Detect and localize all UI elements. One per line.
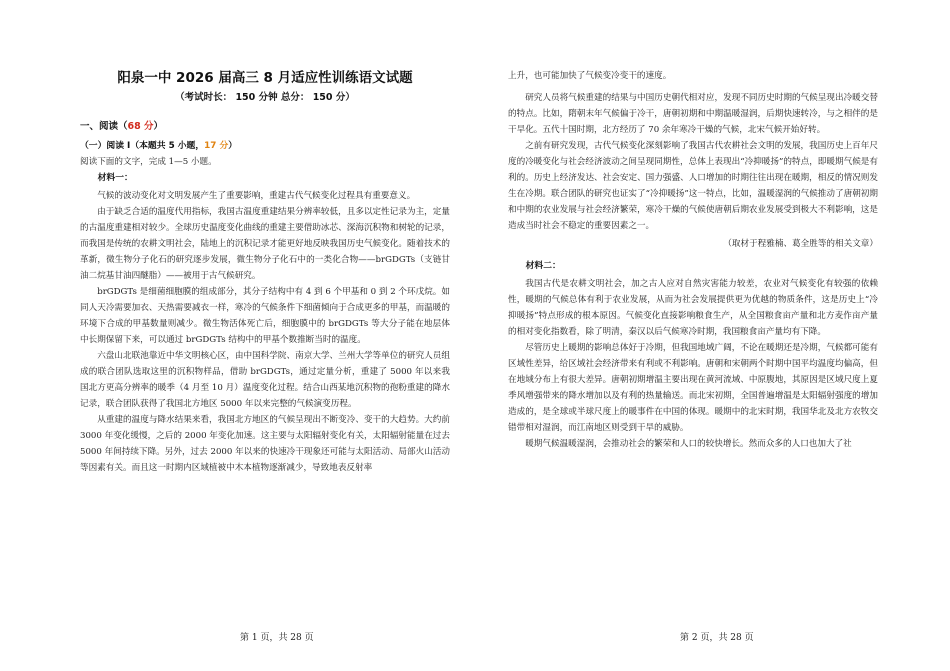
reading-instruction: 阅读下面的文字，完成 1—5 小题。 [80,157,217,167]
left-paragraph: 气候的波动变化对文明发展产生了重要影响，重建古代气候变化过程具有重要意义。 [97,191,416,201]
section-one-score: 68 分 [127,121,154,132]
exam-subtitle: （考试时长： 150 分钟 总分： 150 分） [175,92,355,103]
left-paragraph: 六盘山北联池靠近中华文明核心区，由中国科学院、南京大学、兰州大学等单位的研究人员组成的联合团队选取这里的沉积物样品，借助 brGDGTs，通过定量分析，重建了 5000 年以来我国北方更高分辨率的暖季（4 月至 10 月）温度变化过程。结合山西某地沉积物的孢粉重建的降水记录，联合团队获得了我国北方地区 5000 年以来完整的气候演变历程。 [80,351,450,409]
left-paragraph: 从重建的温度与降水结果来看，我国北方地区的气候呈现出不断变冷、变干的大趋势。大约前 3000 年变化缓慢，之后的 2000 年变化加速。这主要与太阳辐射变化有关，太阳辐射能量在过去 5000 年间持续下降。另外，过去 2000 年以来的快速冷干现象还可能与太阳活动、局部火山活动等因素有关。而且这一时期内区域植被中木本植物逐渐减少，导致地表反射率 [80,415,450,473]
left-paragraph: brGDGTs 是细菌细胞膜的组成部分，其分子结构中有 4 到 6 个甲基和 0 到 2 个环戊烷。如同人天冷需要加衣、天热需要减衣一样，寒冷的气候条件下细菌倾向于合成更多的甲基，而温暖的环境下合成的甲基数量则减少。微生物活体死亡后，细胞膜中的 brGDGTs 等大分子能在地层体中长期保留下来，可以通过 brGDGTs 结构中的甲基个数推断当时的温度。 [80,287,450,345]
page-number-right: 第 2 页，共 28 页 [680,633,754,643]
right-paragraph: 之前有研究发现，古代气候变化深刻影响了我国古代农耕社会文明的发展，我国历史上百年尺度的冷暖变化与社会经济波动之间呈现同期性，总体上表现出“冷抑暖扬”的特点，即暖期气候是有利的。历史上经济发达、社会安定、国力强盛、人口增加的时期往往出现在暖期，相反的情况则发生在冷期。联合团队的研究也证实了“冷抑暖扬”这一特点，比如，温暖湿润的气候推动了唐朝初期和中期的农业发展与社会经济繁荣，寒冷干燥的气候使唐朝后期农业发展受到极大不利影响，这是造成当时社会不稳定的重要因素之一。 [508,141,878,231]
right-paragraph: 上升，也可能加快了气候变冷变干的速度。 [508,71,672,81]
page-number-left: 第 1 页，共 28 页 [240,633,314,643]
material-one-label: 材料一： [97,173,133,183]
material-two-label: 材料二： [525,261,561,271]
subsection-heading: （一）阅读 I（本题共 5 小题，17 分） [80,141,238,151]
source-citation: （取材于程雅楠、葛全胜等的相关文章） [723,239,878,249]
right-paragraph: 尽管历史上暖期的影响总体好于冷期，但我国地域广阔，不论在暖期还是冷期，气候都可能有区域性差异，给区域社会经济带来有利或不利影响。唐朝和宋朝两个时期中国平均温度均偏高，但在地域分布上有很大差异。唐朝初期增温主要出现在黄河流域、中原腹地，其原因是区域尺度上夏季风增强带来的降水增加以及有利的热量输送。而北宋初期，全国普遍增温是太阳辐射强度的增加造成的，是全球或半球尺度上的暖事件在中国的体现。暖期中的北宋时期，我国华北及北方农牧交错带相对湿润，而江南地区则受到干旱的威胁。 [508,343,878,433]
right-paragraph: 研究人员将气候重建的结果与中国历史朝代相对应，发现不同历史时期的气候呈现出冷暖交替的特点。比如，隋朝末年气候偏于冷干，唐朝初期和中期温暖湿润，后期快速转冷，与之相伴的是干旱化。五代十国时期，北方经历了 70 余年寒冷干燥的气候，北宋气候开始好转。 [508,93,878,135]
left-paragraph: 由于缺乏合适的温度代用指标，我国古温度重建结果分辨率较低，且多以定性记录为主，定量的古温度重建相对较少。全球历史温度变化曲线的重建主要借助冰芯、深海沉积物和树轮的记录，而我国是传统的农耕文明社会，陆地上的沉积记录才能更好地反映我国历史气候变化。随着技术的革新，微生物分子化石的研究逐步发展，微生物分子化石中的一类化合物——brGDGTs（支链甘油二烷基甘油四醚脂）——被用于古气候研究。 [80,207,450,281]
right-paragraph: 暖期气候温暖湿润，会推动社会的繁荣和人口的较快增长。然而众多的人口也加大了社 [525,439,852,449]
subsection-score: 17 分 [204,141,229,151]
left-content [80,119,450,476]
right-content [508,68,878,452]
section-one-heading: 一、阅读（68 分） [80,121,164,132]
right-paragraph: 我国古代是农耕文明社会，加之古人应对自然灾害能力较差，农业对气候变化有较强的依赖性，暖期的气候总体有利于农业发展，从而为社会发展提供更为优越的物质条件，这是历史上“冷抑暖扬”特点形成的根本原因。气候变化直接影响粮食生产，从全国粮食亩产量和北方麦作亩产量的相对变化指数看，除了明清，秦汉以后气候寒冷时期，我国粮食亩产量均有下降。 [508,279,878,337]
exam-title: 阳泉一中 2026 届高三 8 月适应性训练语文试题 [117,70,413,86]
